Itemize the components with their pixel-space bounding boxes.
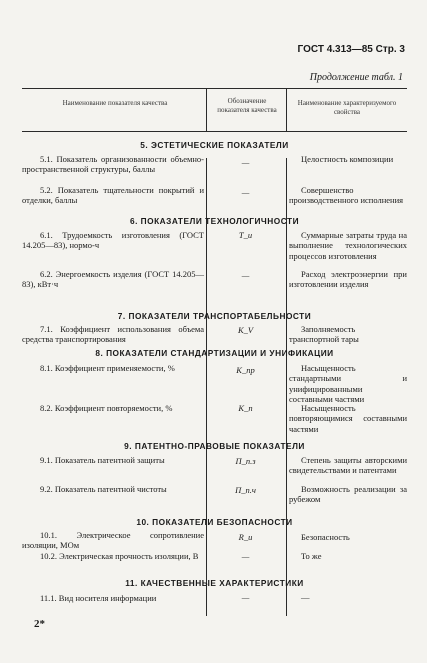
row-property: Степень защиты авторскими свидетельствами и патентами	[289, 455, 407, 476]
col-header-symbol: Обозначение показателя качества	[217, 97, 277, 114]
header-divider-2	[286, 88, 287, 131]
table-top-rule	[22, 88, 407, 89]
row-name: 10.1. Электрическое сопротивление изоляции, МОм	[22, 530, 204, 551]
body-divider-2	[286, 158, 287, 616]
row-property: —	[301, 592, 310, 602]
row-name: 5.2. Показатель тщательности покрытий и отделки, баллы	[22, 185, 204, 206]
row-property: То же	[301, 551, 322, 561]
row-name: 5.1. Показатель организованности объемно-пространственной структуры, баллы	[22, 154, 204, 175]
header-divider-1	[206, 88, 207, 131]
body-divider-1	[206, 158, 207, 616]
row-name: 11.1. Вид носителя информации	[40, 593, 157, 603]
row-name: 10.2. Электрическая прочность изоляции, В	[40, 551, 199, 561]
row-symbol: —	[241, 551, 250, 561]
row-symbol: K_пр	[236, 365, 255, 375]
row-property: Насыщенность стандартными и унифицированными составными частями	[289, 363, 407, 405]
row-symbol: K_п	[238, 403, 253, 413]
row-property: Совершенство производственного исполнения	[289, 185, 404, 206]
section-title: 7. ПОКАЗАТЕЛИ ТРАНСПОРТАБЕЛЬНОСТИ	[117, 311, 312, 321]
row-property: Суммарные затраты труда на выполнение технологических процессов изготовления	[289, 230, 407, 261]
row-symbol: K_V	[237, 325, 254, 335]
row-symbol: П_п.з	[235, 456, 256, 466]
row-property: Возможность реализации за рубежом	[289, 484, 407, 505]
row-symbol: —	[241, 157, 250, 167]
section-title: 5. ЭСТЕТИЧЕСКИЕ ПОКАЗАТЕЛИ	[140, 140, 289, 150]
row-name: 8.1. Коэффициент применяемости, %	[40, 363, 175, 373]
row-property: Насыщенность повторяющимися составными частями	[289, 403, 407, 434]
row-symbol: —	[241, 187, 250, 197]
row-property: Заполняемость транспортной тары	[289, 324, 359, 345]
table-continuation: Продолжение табл. 1	[309, 72, 403, 83]
standard-header: ГОСТ 4.313—85 Стр. 3	[297, 44, 405, 55]
row-symbol: П_п.ч	[235, 485, 256, 495]
row-name: 8.2. Коэффициент повторяемости, %	[40, 403, 173, 413]
row-symbol: R_и	[238, 532, 253, 542]
row-property: Расход электроэнергии при изготовлении изделия	[289, 269, 407, 290]
row-property: Безопасность	[301, 532, 350, 542]
section-title: 8. ПОКАЗАТЕЛИ СТАНДАРТИЗАЦИИ И УНИФИКАЦИИ	[95, 348, 334, 358]
col-header-property: Наименование характеризуемого свойства	[297, 99, 397, 116]
table-header-rule	[22, 131, 407, 132]
col-header-name: Наименование показателя качества	[62, 99, 168, 107]
section-title: 10. ПОКАЗАТЕЛИ БЕЗОПАСНОСТИ	[136, 517, 293, 527]
section-title: 6. ПОКАЗАТЕЛИ ТЕХНОЛОГИЧНОСТИ	[129, 216, 300, 226]
row-symbol: Т_и	[238, 230, 253, 240]
row-symbol: —	[241, 270, 250, 280]
section-title: 11. КАЧЕСТВЕННЫЕ ХАРАКТЕРИСТИКИ	[125, 578, 304, 588]
row-name: 6.2. Энергоемкость изделия (ГОСТ 14.205—83), кВт·ч	[22, 269, 204, 290]
row-name: 9.1. Показатель патентной защиты	[40, 455, 165, 465]
row-symbol: —	[241, 592, 250, 602]
row-name: 7.1. Коэффициент использования объема средства транспортирования	[22, 324, 204, 345]
section-title: 9. ПАТЕНТНО-ПРАВОВЫЕ ПОКАЗАТЕЛИ	[124, 441, 305, 451]
row-name: 6.1. Трудоемкость изготовления (ГОСТ 14.205—83), нормо-ч	[22, 230, 204, 251]
row-name: 9.2. Показатель патентной чистоты	[40, 484, 167, 494]
row-property: Целостность композиции	[301, 154, 394, 164]
page-number: 2*	[34, 618, 45, 630]
